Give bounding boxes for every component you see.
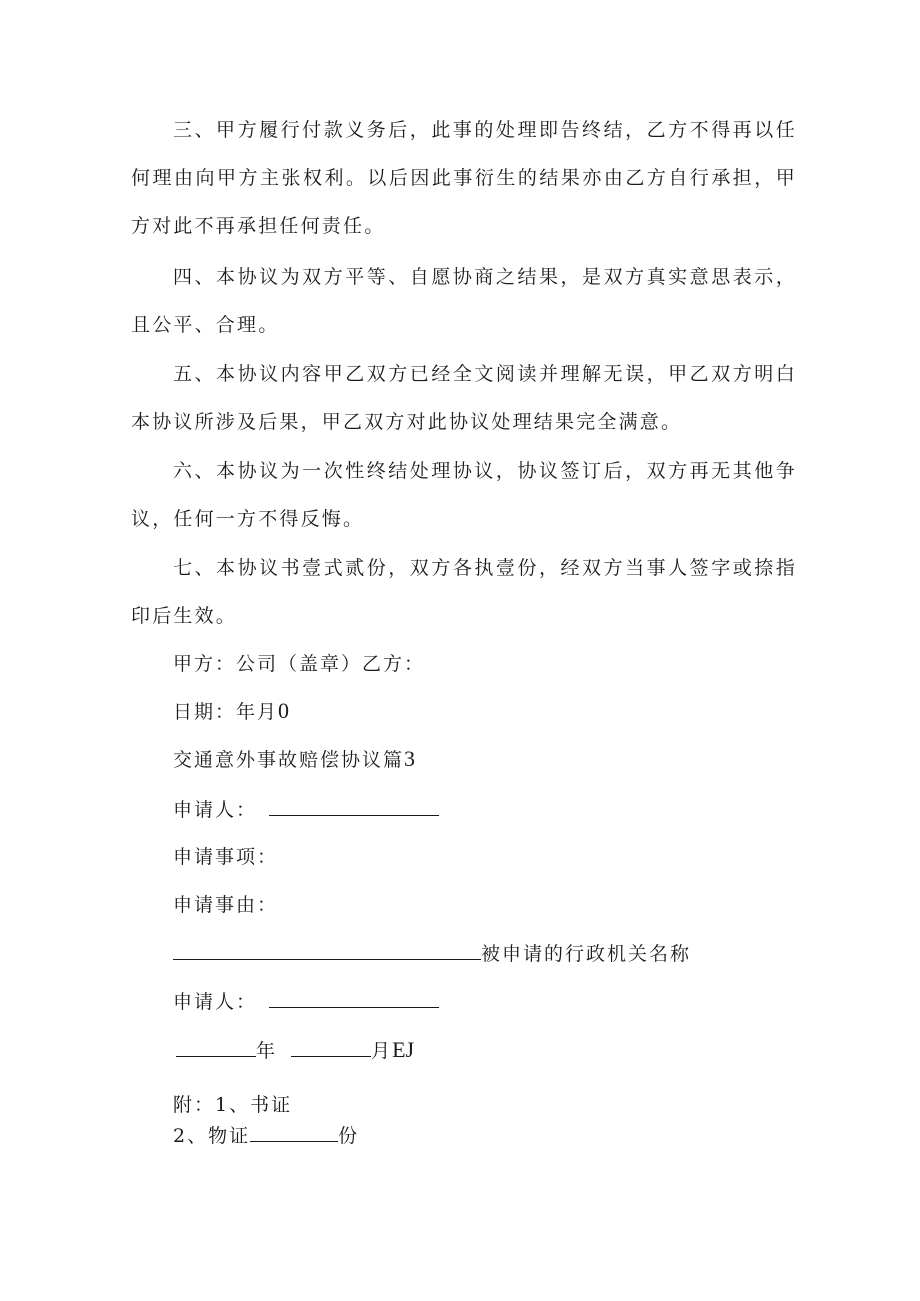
clause-4: 四、本协议为双方平等、自愿协商之结果，是双方真实意思表示，且公平、合理。: [131, 266, 797, 336]
clause-7: 七、本协议书壹式贰份，双方各执壹份，经双方当事人签字或捺指印后生效。: [131, 557, 797, 627]
attachment-line-2-prefix: 2、物证: [173, 1125, 251, 1147]
attachment-line-1: 附：1、书证: [173, 1094, 293, 1116]
signature-date-suffix: 0: [278, 698, 290, 723]
signature-date-line: [173, 697, 289, 726]
year-blank[interactable]: [176, 1036, 256, 1057]
reason-label: 申请事由：: [173, 894, 279, 916]
agency-suffix: 被申请的行政机关名称: [481, 943, 692, 965]
attachment-line-2: [173, 1121, 359, 1150]
section-title-number: 3: [404, 746, 416, 771]
attachment-line-2-suffix: 份: [338, 1125, 360, 1147]
clause-3: 三、甲方履行付款义务后，此事的处理即告终结，乙方不得再以任何理由向甲方主张权利。以后因此事衍生的结果亦由乙方自行承担，甲方对此不再承担任何责任。: [131, 119, 797, 237]
applicant-blank-2[interactable]: [269, 987, 439, 1008]
applicant-line-2: [173, 987, 439, 1016]
day-mark: EJ: [392, 1037, 415, 1062]
clause-6: 六、本协议为一次性终结处理协议，协议签订后，双方再无其他争议，任何一方不得反悔。: [131, 460, 797, 530]
applicant-label-1: 申请人：: [173, 799, 258, 821]
agency-line: [173, 939, 691, 968]
date-line: [176, 1036, 414, 1065]
section-title-text: 交通意外事故赔偿协议篇: [173, 749, 405, 771]
agency-blank[interactable]: [173, 939, 481, 960]
month-label: 月: [371, 1040, 393, 1062]
signature-party-line: 甲方：公司（盖章）乙方：: [173, 653, 426, 675]
clause-5: 五、本协议内容甲乙双方已经全文阅读并理解无误，甲乙双方明白本协议所涉及后果，甲乙双方对此协议处理结果完全满意。: [131, 363, 797, 433]
applicant-blank-1[interactable]: [269, 795, 439, 816]
applicant-line-1: [173, 795, 439, 824]
applicant-label-2: 申请人：: [173, 991, 258, 1013]
evidence-count-blank[interactable]: [250, 1121, 338, 1142]
year-label: 年: [256, 1040, 278, 1062]
signature-date-prefix: 日期：年月: [173, 701, 279, 723]
month-blank[interactable]: [291, 1036, 371, 1057]
section-title: [173, 745, 415, 774]
matter-label: 申请事项：: [173, 846, 279, 868]
